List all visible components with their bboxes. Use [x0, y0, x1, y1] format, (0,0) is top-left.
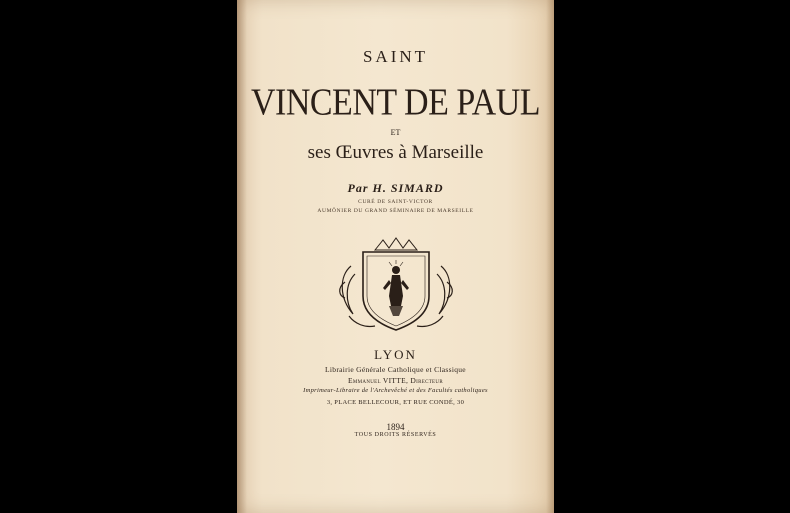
saint-heading: SAINT — [362, 47, 429, 66]
coat-of-arms-icon — [331, 236, 461, 336]
author-note-2: AUMÔNIER DU GRAND SÉMINAIRE DE MARSEILLE — [317, 208, 474, 214]
book-title: VINCENT DE PAUL — [250, 82, 541, 124]
publisher-line-3: Imprimeur-Libraire de l'Archevêché et des Facultés catholiques — [303, 387, 488, 394]
publication-place: LYON — [374, 347, 417, 362]
author-note-1: CURÉ DE SAINT-VICTOR — [358, 199, 433, 205]
publisher-line-2: Emmanuel VITTE, Directeur — [348, 376, 443, 385]
title-page — [237, 0, 554, 513]
conjunction-et: ET — [390, 128, 401, 137]
publisher-line-1: Librairie Générale Catholique et Classique — [325, 365, 466, 374]
publication-year: 1894 — [386, 422, 405, 432]
publisher-address: 3, PLACE BELLECOUR, ET RUE CONDÉ, 30 — [326, 399, 465, 406]
book-subtitle: ses Œuvres à Marseille — [307, 142, 484, 163]
rights-notice: TOUS DROITS RÉSERVÉS — [354, 432, 437, 438]
author-line: Par H. SIMARD — [347, 181, 444, 195]
